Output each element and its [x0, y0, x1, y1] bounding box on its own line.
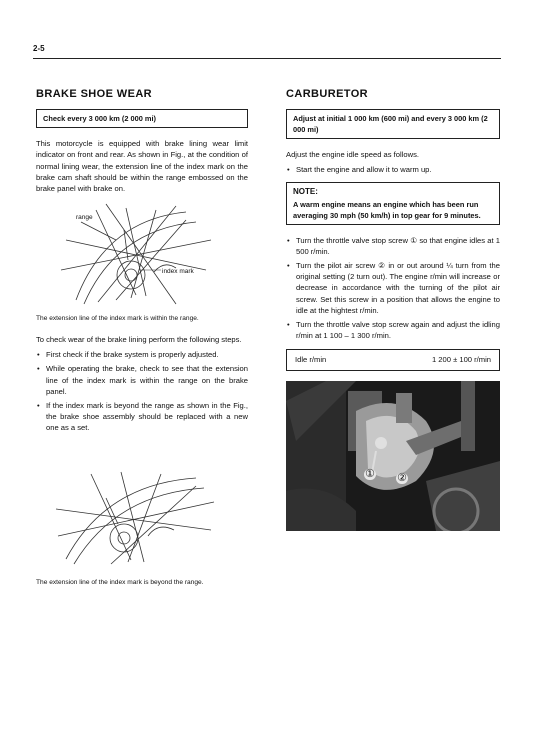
range-label: range — [76, 214, 93, 222]
note-box — [286, 182, 500, 225]
brake-panel-worn-illustration — [36, 464, 248, 572]
check-steps-text: To check wear of the brake lining perform the following steps. — [36, 334, 242, 344]
index-mark-label: index mark — [162, 268, 194, 276]
callout-1-marker: ① — [365, 467, 375, 480]
brake-check-interval-box: Check every 3 000 km (2 000 mi) — [36, 109, 248, 128]
top-rule — [33, 58, 501, 59]
callout-2-marker: ② — [397, 471, 407, 484]
carburetor-interval-box: Adjust at initial 1 000 km (600 mi) and every 3 000 km (2 000 mi) — [286, 109, 500, 139]
brake-intro-text: This motorcycle is equipped with brake lining wear limit indicator on front and rear. As shown in Fig., at the condition of normal lining wear, the extension line of the index mark on the brake cam shaft should be within the range embossed on the brake panel with brake on. — [36, 139, 248, 194]
brake-step-3: • If the index mark is beyond the range as shown in the Fig., the brake shoe assembly should be replaced with a new one as a set. — [46, 400, 248, 434]
carburetor-step-3: • Turn the throttle valve stop screw again and adjust the idling r/min at 1 100 – 1 300 r/min. — [296, 319, 500, 341]
brake-figure-beyond-range — [36, 464, 248, 588]
right-column — [286, 89, 500, 531]
idle-spec-label: Idle r/min — [295, 355, 327, 365]
carburetor-intro-text: Adjust the engine idle speed as follows. — [286, 150, 419, 160]
brake-panel-illustration — [36, 200, 248, 308]
carburetor-step-1: • Turn the throttle valve stop screw ① so that engine idles at 1 500 r/min. — [296, 235, 500, 257]
note-title: NOTE: — [293, 186, 318, 196]
carburetor-photo — [286, 381, 500, 531]
warm-up-step: • Start the engine and allow it to warm up. — [296, 164, 500, 175]
brake-step-1: • First check if the brake system is properly adjusted. — [46, 349, 248, 360]
brake-step-2: • While operating the brake, check to see that the extension line of the index mark is within the range on the brake panel. — [46, 363, 248, 397]
page-number: 2-5 — [33, 44, 45, 53]
idle-spec-box — [286, 349, 500, 370]
carburetor-steps — [286, 235, 500, 342]
left-column — [36, 89, 248, 591]
carburetor-heading: CARBURETOR — [286, 88, 369, 100]
warm-up-steps — [286, 164, 500, 175]
brake-shoe-heading: BRAKE SHOE WEAR — [36, 88, 153, 100]
note-text: A warm engine means an engine which has been run averaging 30 mph (50 km/h) in top gear for 9 minutes. — [293, 199, 481, 220]
figure-1-caption: The extension line of the index mark is within the range. — [36, 315, 199, 323]
idle-spec-value: 1 200 ± 100 r/min — [431, 355, 491, 365]
brake-check-steps — [36, 349, 248, 433]
carburetor-step-2: • Turn the pilot air screw ② in or out around ¼ turn from the original setting (2 turn out). The engine r/min will increase or decrease in accordance with the turning of the pilot air screw. Set this screw in a position that allows the engine to idle at the hightest r/min. — [296, 260, 500, 316]
brake-figure-within-range — [36, 200, 248, 324]
carburetor-photo-image — [286, 381, 500, 531]
figure-2-caption: The extension line of the index mark is beyond the range. — [36, 578, 204, 586]
